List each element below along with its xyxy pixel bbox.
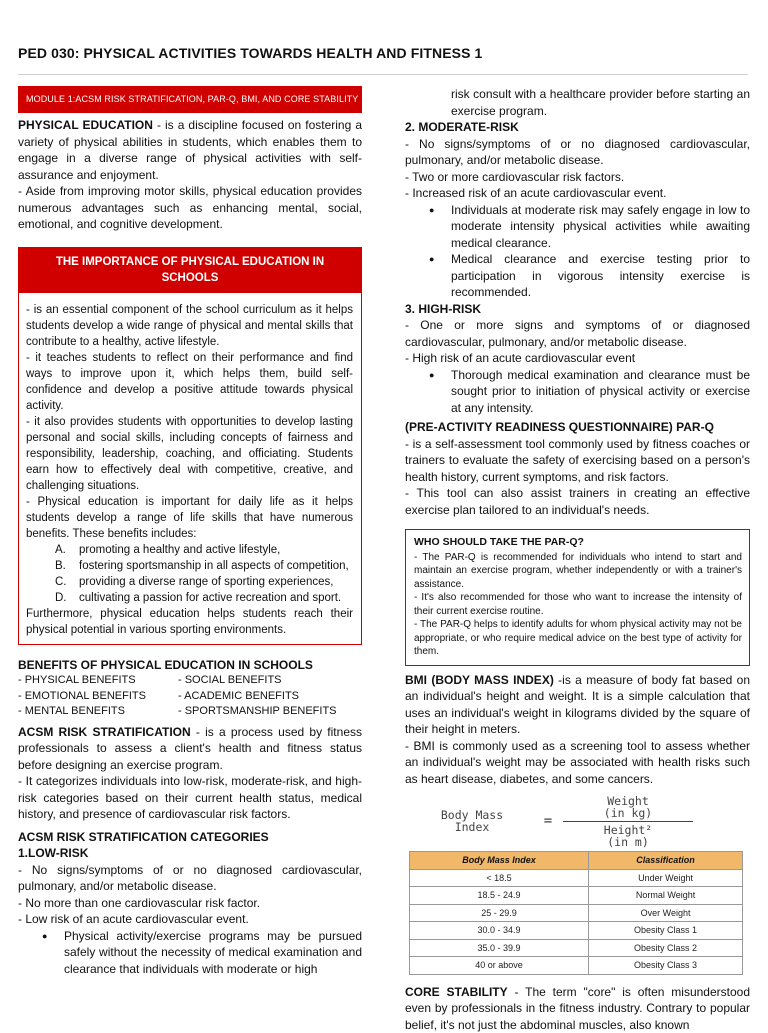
bullet-text: Thorough medical examination and clearance must be sought prior to initiation of physical activity or exercise at any intensity. bbox=[451, 367, 750, 417]
list-text: providing a diverse range of sporting experiences, bbox=[79, 574, 333, 590]
page-title: PED 030: PHYSICAL ACTIVITIES TOWARDS HEALTH AND FITNESS 1 bbox=[18, 45, 482, 62]
bmi-definition bbox=[405, 672, 750, 738]
bullet-icon: ● bbox=[429, 367, 451, 417]
benefits-list bbox=[26, 542, 353, 606]
bmi-term: BMI (BODY MASS INDEX) bbox=[405, 673, 554, 687]
benefits-column-1 bbox=[18, 673, 178, 720]
table-row bbox=[410, 869, 743, 887]
bullet-icon: ● bbox=[42, 928, 64, 978]
benefit-item: - PHYSICAL BENEFITS bbox=[18, 673, 178, 689]
moderate-risk-point: - No signs/symptoms of or no diagnosed cardiovascular, pulmonary, and/or metabolic disease. bbox=[405, 136, 750, 169]
importance-paragraph: - Physical education is important for daily life as it helps students develop a range of life skills that have numerous benefits. These benefits includes: bbox=[26, 494, 353, 542]
list-item bbox=[42, 928, 362, 978]
parq-heading: (PRE-ACTIVITY READINESS QUESTIONNAIRE) PAR-Q bbox=[405, 419, 750, 436]
title-divider bbox=[18, 74, 748, 75]
formula-text: Body Mass bbox=[411, 809, 533, 821]
benefit-item: - EMOTIONAL BENEFITS bbox=[18, 689, 178, 705]
right-column bbox=[405, 86, 750, 1033]
parq-paragraph: - is a self-assessment tool commonly used by fitness coaches or trainers to evaluate the safety of exercising based on a person's health history, current symptoms, and risk factors. bbox=[405, 436, 750, 486]
parq-paragraph: - This tool can also assist trainers in creating an effective exercise plan tailored to an individual's needs. bbox=[405, 485, 750, 518]
acsm-definition bbox=[18, 724, 362, 774]
low-risk-heading: 1.LOW-RISK bbox=[18, 845, 362, 862]
list-letter: B. bbox=[55, 558, 79, 574]
high-risk-bullets bbox=[405, 367, 750, 417]
table-cell: Obesity Class 3 bbox=[589, 957, 743, 975]
low-risk-continued: risk consult with a healthcare provider before starting an exercise program. bbox=[405, 86, 750, 119]
list-letter: A. bbox=[55, 542, 79, 558]
formula-text: Index bbox=[411, 821, 533, 833]
left-column bbox=[18, 86, 362, 977]
table-header: Classification bbox=[589, 852, 743, 870]
table-row bbox=[410, 922, 743, 940]
benefit-item: - SPORTSMANSHIP BENEFITS bbox=[178, 704, 337, 720]
module-banner: MODULE 1:ACSM RISK STRATIFICATION, PAR-Q, BMI, AND CORE STABILITY bbox=[18, 86, 362, 113]
bmi-formula bbox=[405, 795, 750, 847]
low-risk-point: - Low risk of an acute cardiovascular event. bbox=[18, 911, 362, 928]
table-cell: 35.0 - 39.9 bbox=[410, 939, 589, 957]
pe-definition bbox=[18, 117, 362, 183]
bmi-table bbox=[409, 851, 743, 975]
table-cell: 40 or above bbox=[410, 957, 589, 975]
list-item bbox=[55, 574, 353, 590]
table-cell: 30.0 - 34.9 bbox=[410, 922, 589, 940]
importance-box bbox=[18, 293, 362, 645]
benefit-item: - SOCIAL BENEFITS bbox=[178, 673, 337, 689]
table-cell: Obesity Class 1 bbox=[589, 922, 743, 940]
list-item bbox=[55, 558, 353, 574]
fraction-bar bbox=[563, 821, 693, 822]
table-row bbox=[410, 904, 743, 922]
table-row bbox=[410, 957, 743, 975]
pe-def-text: - is a discipline focused on fostering a variety of physical abilities in students, which enables them to engage in a diverse range of physical activities with self-assurance and enjoyment. bbox=[18, 118, 362, 182]
benefit-item: - MENTAL BENEFITS bbox=[18, 704, 178, 720]
importance-paragraph: - it also provides students with opportunities to develop lasting personal and social skills, including concepts of fairness and responsibility, leadership, coaching, and officiating. Students earn how to effectively deal with competitive, creative, and challenging situations. bbox=[26, 414, 353, 494]
core-def-text: - The term "core" is often misunderstood even by professionals in the fitness industry. Contrary to popular belief, it's not just the abdominal muscles, also known bbox=[405, 985, 750, 1032]
table-header-row bbox=[410, 852, 743, 870]
benefit-item: - ACADEMIC BENEFITS bbox=[178, 689, 337, 705]
table-cell: Obesity Class 2 bbox=[589, 939, 743, 957]
pe-term: PHYSICAL EDUCATION bbox=[18, 118, 153, 132]
table-cell: Over Weight bbox=[589, 904, 743, 922]
high-risk-point: - One or more signs and symptoms of or diagnosed cardiovascular, pulmonary, and/or metabolic disease. bbox=[405, 317, 750, 350]
importance-paragraph: - it teaches students to reflect on their performance and find ways to improve upon it, which helps them, build self-confidence and develop a positive attitude towards physical activity. bbox=[26, 350, 353, 414]
bmi-paragraph: - BMI is commonly used as a screening tool to assess whether an individual's weight may be associated with health risks such as heart disease, diabetes, and some cancers. bbox=[405, 738, 750, 788]
who-paragraph: - The PAR-Q helps to identify adults for whom physical activity may not be appropriate, or who require medical advice on the best type of activity for them. bbox=[414, 618, 742, 659]
benefits-heading: BENEFITS OF PHYSICAL EDUCATION IN SCHOOLS bbox=[18, 657, 362, 674]
bullet-text: Individuals at moderate risk may safely engage in low to moderate intensity physical activities while awaiting medical clearance. bbox=[451, 202, 750, 252]
table-row bbox=[410, 939, 743, 957]
list-item bbox=[429, 202, 750, 252]
acsm-term: ACSM RISK STRATIFICATION bbox=[18, 725, 191, 739]
bullet-icon: ● bbox=[429, 251, 451, 301]
moderate-risk-bullets bbox=[405, 202, 750, 301]
table-cell: Under Weight bbox=[589, 869, 743, 887]
list-letter: C. bbox=[55, 574, 79, 590]
categories-heading: ACSM RISK STRATIFICATION CATEGORIES bbox=[18, 829, 362, 846]
moderate-risk-point: - Two or more cardiovascular risk factors. bbox=[405, 169, 750, 186]
list-item bbox=[429, 251, 750, 301]
list-item bbox=[55, 542, 353, 558]
formula-text: (in kg) bbox=[563, 807, 693, 819]
bullet-icon: ● bbox=[429, 202, 451, 252]
table-cell: 18.5 - 24.9 bbox=[410, 887, 589, 905]
formula-equals: = bbox=[533, 813, 563, 830]
acsm-def-text: - is a process used by fitness professionals to assess a client's health and fitness status before designing an exercise program. bbox=[18, 725, 362, 772]
benefits-column-2 bbox=[178, 673, 337, 720]
importance-heading: THE IMPORTANCE OF PHYSICAL EDUCATION IN SCHOOLS bbox=[18, 247, 362, 293]
acsm-paragraph: - It categorizes individuals into low-risk, moderate-risk, and high-risk categories based on their current health status, medical history, and presence of cardiovascular risk factors. bbox=[18, 773, 362, 823]
benefits-grid bbox=[18, 673, 362, 720]
pe-aside: - Aside from improving motor skills, physical education provides numerous advantages such as enhancing mental, social, emotional, and cognitive development. bbox=[18, 183, 362, 233]
list-item bbox=[429, 367, 750, 417]
high-risk-point: - High risk of an acute cardiovascular event bbox=[405, 350, 750, 367]
formula-lhs bbox=[405, 809, 533, 833]
moderate-risk-heading: 2. MODERATE-RISK bbox=[405, 119, 750, 136]
table-row bbox=[410, 887, 743, 905]
list-item bbox=[55, 590, 353, 606]
bmi-def-text: -is a measure of body fat based on an individual's height and weight. It is a simple calculation that uses an individual's weight in kilograms divided by the square of their height in meters. bbox=[405, 673, 750, 737]
table-header: Body Mass Index bbox=[410, 852, 589, 870]
importance-paragraph: Furthermore, physical education helps students reach their physical potential in various sporting environments. bbox=[26, 606, 353, 638]
formula-fraction bbox=[563, 795, 693, 848]
high-risk-heading: 3. HIGH-RISK bbox=[405, 301, 750, 318]
core-term: CORE STABILITY bbox=[405, 985, 508, 999]
table-cell: Normal Weight bbox=[589, 887, 743, 905]
table-cell: 25 - 29.9 bbox=[410, 904, 589, 922]
core-definition bbox=[405, 984, 750, 1033]
importance-paragraph: - is an essential component of the school curriculum as it helps students develop a wide range of physical and mental skills that contribute to a healthy, active lifestyle. bbox=[26, 302, 353, 350]
low-risk-bullets bbox=[18, 928, 362, 978]
table-cell: < 18.5 bbox=[410, 869, 589, 887]
formula-text: (in m) bbox=[563, 836, 693, 848]
list-text: fostering sportsmanship in all aspects of competition, bbox=[79, 558, 349, 574]
who-should-take-title: WHO SHOULD TAKE THE PAR-Q? bbox=[414, 536, 742, 550]
low-risk-point: - No signs/symptoms of or no diagnosed cardiovascular, pulmonary, and/or metabolic disease. bbox=[18, 862, 362, 895]
formula-text: Weight bbox=[563, 795, 693, 807]
list-text: cultivating a passion for active recreation and sport. bbox=[79, 590, 341, 606]
who-paragraph: - The PAR-Q is recommended for individuals who intend to start and maintain an exercise program, whether independently or with a trainer's assistance. bbox=[414, 551, 742, 592]
moderate-risk-point: - Increased risk of an acute cardiovascular event. bbox=[405, 185, 750, 202]
list-letter: D. bbox=[55, 590, 79, 606]
who-should-take-box bbox=[405, 529, 750, 666]
list-text: promoting a healthy and active lifestyle, bbox=[79, 542, 280, 558]
low-risk-point: - No more than one cardiovascular risk factor. bbox=[18, 895, 362, 912]
bullet-text: Medical clearance and exercise testing prior to participation in vigorous intensity exercise is recommended. bbox=[451, 251, 750, 301]
formula-text: Height² bbox=[563, 824, 693, 836]
bullet-text: Physical activity/exercise programs may be pursued safely without the necessity of medical examination and clearance that individuals with moderate or high bbox=[64, 928, 362, 978]
who-paragraph: - It's also recommended for those who want to increase the intensity of their current exercise routine. bbox=[414, 591, 742, 618]
